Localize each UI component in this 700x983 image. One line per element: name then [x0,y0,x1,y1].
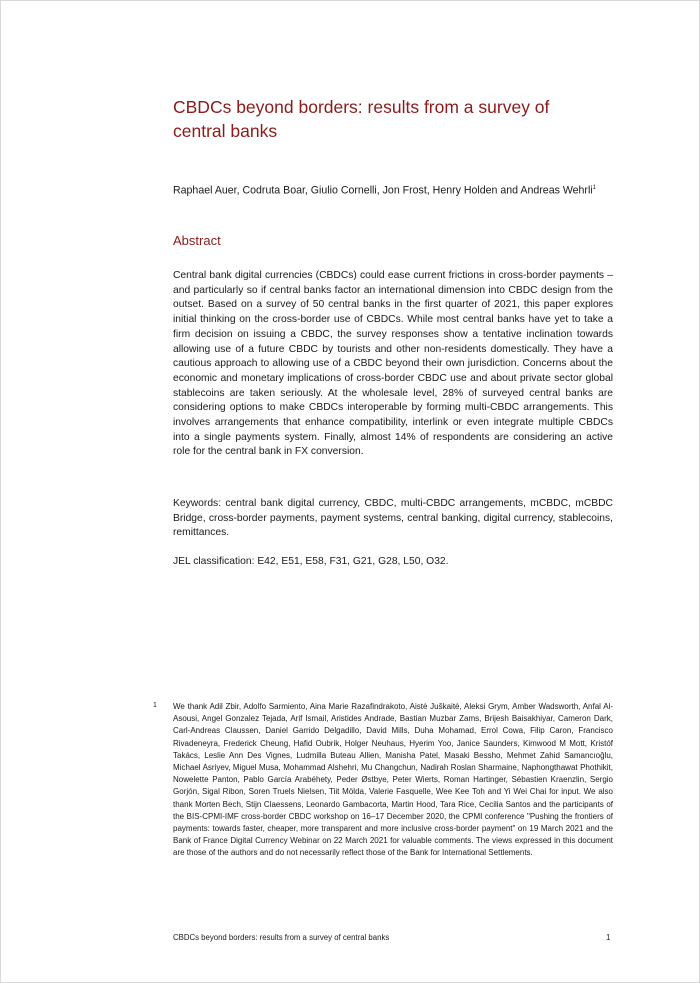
footnote [153,701,613,860]
footer-running-title: CBDCs beyond borders: results from a survey of central banks [173,933,390,942]
page-number: 1 [606,933,611,942]
author-footnote-marker: 1 [592,185,597,191]
jel-classification: JEL classification: E42, E51, E58, F31, G21, G28, L50, O32. [173,556,449,567]
authors-text: Raphael Auer, Codruta Boar, Giulio Cornelli, Jon Frost, Henry Holden and Andreas Wehrli [173,184,593,197]
author-list [173,181,613,199]
footnote-marker: 1 [153,702,157,709]
paper-title: CBDCs beyond borders: results from a survey of central banks [173,97,550,141]
keywords: Keywords: central bank digital currency, CBDC, multi-CBDC arrangements, mCBDC, mCBDC Bridge, cross-border payments, payment systems, central banking, digital currency, stablecoins, remittances. [173,498,613,539]
abstract-heading: Abstract [173,233,221,248]
footnote-text: We thank Adil Zbir, Adolfo Sarmiento, Aina Marie Razafindrakoto, Aistė Juškaitė, Aleksi Grym, Amber Wadsworth, Anfal Al-Asousi, Angel Gonzalez Tejada, Arif Ismail, Aristides Andrade, Bastian Muzbar Zams, Brijesh Baisakhiyar, Cameron Dark, Carl-Andreas Claussen, Daniel Garrido Delgadillo, David Mills, Duha Mohamad, Errol Cowa, Filip Caron, Francisco Rivadeneyra, Frederick Cheung, Hafid Oubrik, Holger Neuhaus, Hyerim Yoo, Janice Saunders, Kimwood M Mott, Kristóf Takács, Leslie Ann Des Vignes, Ludmilla Buteau Allien, Manisha Patel, Masaki Bessho, Mehmet Zahid Samancıoğlu, Michael Asriyev, Miguel Musa, Mohammad Alshehri, Mu Changchun, Nadirah Roslan Sharmaine, Naphongthawat Phothikit, Nowelette Panton, Pablo García Arabéhety, Peder Østbye, Peter Wierts, Roman Hartinger, Sébastien Kraenzlin, Sergio Gorjón, Sigal Ribon, Soren Truels Nielsen, Tiit Mölda, Valerie Fasquelle, Wee Kee Toh and Yi Wei Chai for input. We also thank Morten Bech, Stijn Claessens, Leonardo Gambacorta, Martin Hood, Tara Rice, Cecilia Santos and the participants of the BIS-CPMI-IMF cross-border CBDC workshop on 16–17 December 2020, the CPMI conference "Pushing the frontiers of payments: towards faster, cheaper, more transparent and more inclusive cross-border payment" on 19 March 2021 and the Bank of France Digital Currency Webinar on 22 March 2021 for valuable comments. The views expressed in this document are those of the authors and do not necessarily reflect those of the Bank for International Settlements. [173,702,613,858]
abstract-text: Central bank digital currencies (CBDCs) could ease current frictions in cross-border payments – and particularly so if central banks factor an international dimension into CBDC design from the outset. Based on a survey of 50 central banks in the first quarter of 2021, this paper explores initial thinking on the cross-border use of CBDCs. While most central banks have yet to take a firm decision on issuing a CBDC, the survey responses show a tentative inclination towards allowing use of a future CBDC by tourists and other non-residents domestically. They have a cautious approach to allowing use of a CBDC beyond their own jurisdiction. Concerns about the economic and monetary implications of cross-border CBDC use and about private sector global stablecoins are taken seriously. At the wholesale level, 28% of surveyed central banks are considering options to make CBDCs interoperable by forming multi-CBDC arrangements. This involves arrangements that enhance compatibility, interlink or even integrate multiple CBDCs into a single payments system. Finally, almost 14% of respondents are considering an active role for the central bank in FX conversion. [173,270,613,458]
